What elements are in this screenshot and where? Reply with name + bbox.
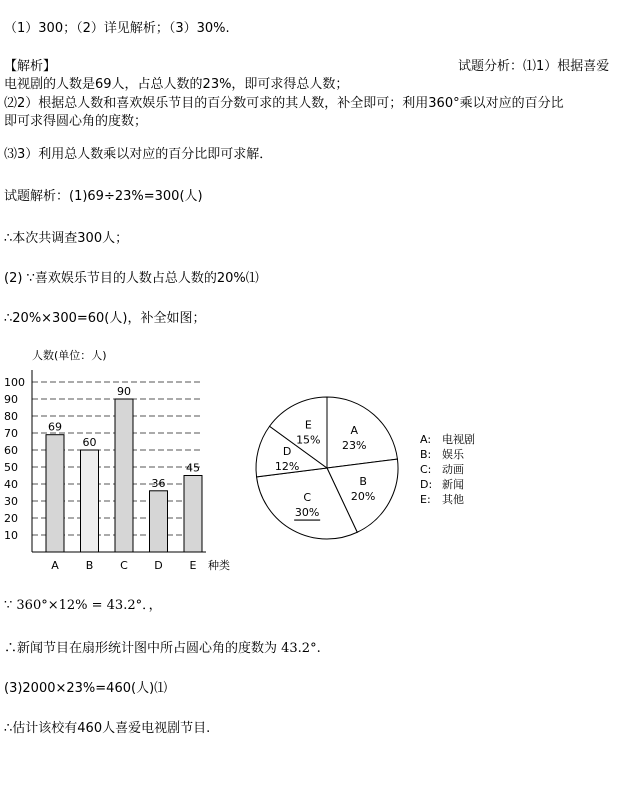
answer-line: （1）300；（2）详见解析；（3）30%. <box>4 21 230 36</box>
analysis-hint-label: 试题分析：⑴1）根据喜爱 <box>458 59 610 74</box>
pie-slice-letter: A <box>350 424 358 438</box>
bar-ytick-label: 40 <box>4 478 18 491</box>
bar-ytick-label: 80 <box>4 410 18 423</box>
bar-ylabel: 人数(单位：人) <box>32 349 107 362</box>
pie-slice-percent: 30% <box>294 506 320 520</box>
pie-legend-name: 其他 <box>442 493 464 506</box>
pie-legend-name: 新闻 <box>442 478 464 491</box>
bar-e <box>184 476 202 553</box>
pie-slice-letter: C <box>303 491 312 505</box>
bar-xlabel: 种类 <box>208 559 230 572</box>
pie-slice-letter: D <box>282 444 292 458</box>
pie-legend-key: C: <box>420 463 432 476</box>
bar-value-label: 69 <box>48 420 62 434</box>
bar-category-label: C <box>120 559 128 572</box>
bar-ytick-label: 70 <box>4 427 18 440</box>
bar-value-label: 60 <box>82 436 97 449</box>
solution-line-4: ∴20%×300=60(人)，补全如图； <box>4 311 206 326</box>
bar-category-label: E <box>189 559 197 572</box>
bar-ytick-label: 50 <box>4 461 18 474</box>
bar-category-label: A <box>51 559 59 572</box>
solution-line-8: ∴估计该校有460人喜爱电视剧节目. <box>4 721 211 736</box>
bar-d <box>150 491 168 552</box>
bar-value-label: 45 <box>186 461 200 475</box>
pie-legend-key: E: <box>420 493 431 506</box>
solution-line-3: (2) ∵喜欢娱乐节目的人数占总人数的20%⑴ <box>4 271 259 286</box>
bar-category-label: B <box>85 559 94 572</box>
pie-slice-percent: 12% <box>274 459 300 473</box>
analysis-tag: 【解析】 <box>4 59 57 74</box>
bar-c <box>115 399 133 552</box>
solution-line-1: 试题解析：(1)69÷23%=300(人) <box>4 189 203 204</box>
analysis-line-2: ⑵2）根据总人数和喜欢娱乐节目的百分数可求的其人数，补全即可；利用360°乘以对应的百分比 <box>4 96 564 111</box>
pie-legend-key: B: <box>420 448 432 461</box>
solution-line-5: ∵ 360°×12% = 43.2°．， <box>4 598 162 613</box>
pie-slice-letter: E <box>304 418 312 432</box>
pie-slice-percent: 23% <box>342 439 367 453</box>
solution-line-7: (3)2000×23%=460(人)⑴ <box>4 681 168 696</box>
bar-a <box>46 435 64 552</box>
bar-b <box>81 450 99 552</box>
bar-ytick-label: 30 <box>4 495 18 508</box>
bar-ytick-label: 20 <box>4 512 18 525</box>
pie-legend-key: D: <box>420 478 433 491</box>
analysis-line-4: ⑶3）利用总人数乘以对应的百分比即可求解． <box>4 147 273 162</box>
analysis-line-3: 即可求得圆心角的度数； <box>4 114 148 129</box>
bar-ytick-label: 90 <box>4 393 18 406</box>
solution-line-6: ∴新闻节目在扇形统计图中所占圆心角的度数为 43.2°. <box>4 641 321 656</box>
pie-slice-a <box>327 397 397 468</box>
pie-legend-name: 动画 <box>442 463 464 476</box>
pie-slice-percent: 15% <box>296 433 321 447</box>
pie-legend-name: 电视剧 <box>442 433 475 446</box>
bar-ytick-label: 100 <box>4 376 25 389</box>
bar-value-label: 36 <box>151 476 166 490</box>
pie-legend-key: A: <box>420 433 432 446</box>
bar-ytick-label: 10 <box>4 529 18 542</box>
pie-slice-percent: 20% <box>350 489 376 503</box>
bar-ytick-label: 60 <box>4 444 18 457</box>
bar-category-label: D <box>154 559 163 572</box>
bar-value-label: 90 <box>117 385 131 398</box>
statistics-figure <box>0 340 630 585</box>
analysis-line-1: 电视剧的人数是69人，占总人数的23%，即可求得总人数； <box>4 77 349 92</box>
pie-slice-letter: B <box>359 474 367 488</box>
solution-line-2: ∴本次共调查300人； <box>4 231 129 246</box>
pie-legend-name: 娱乐 <box>442 448 464 461</box>
